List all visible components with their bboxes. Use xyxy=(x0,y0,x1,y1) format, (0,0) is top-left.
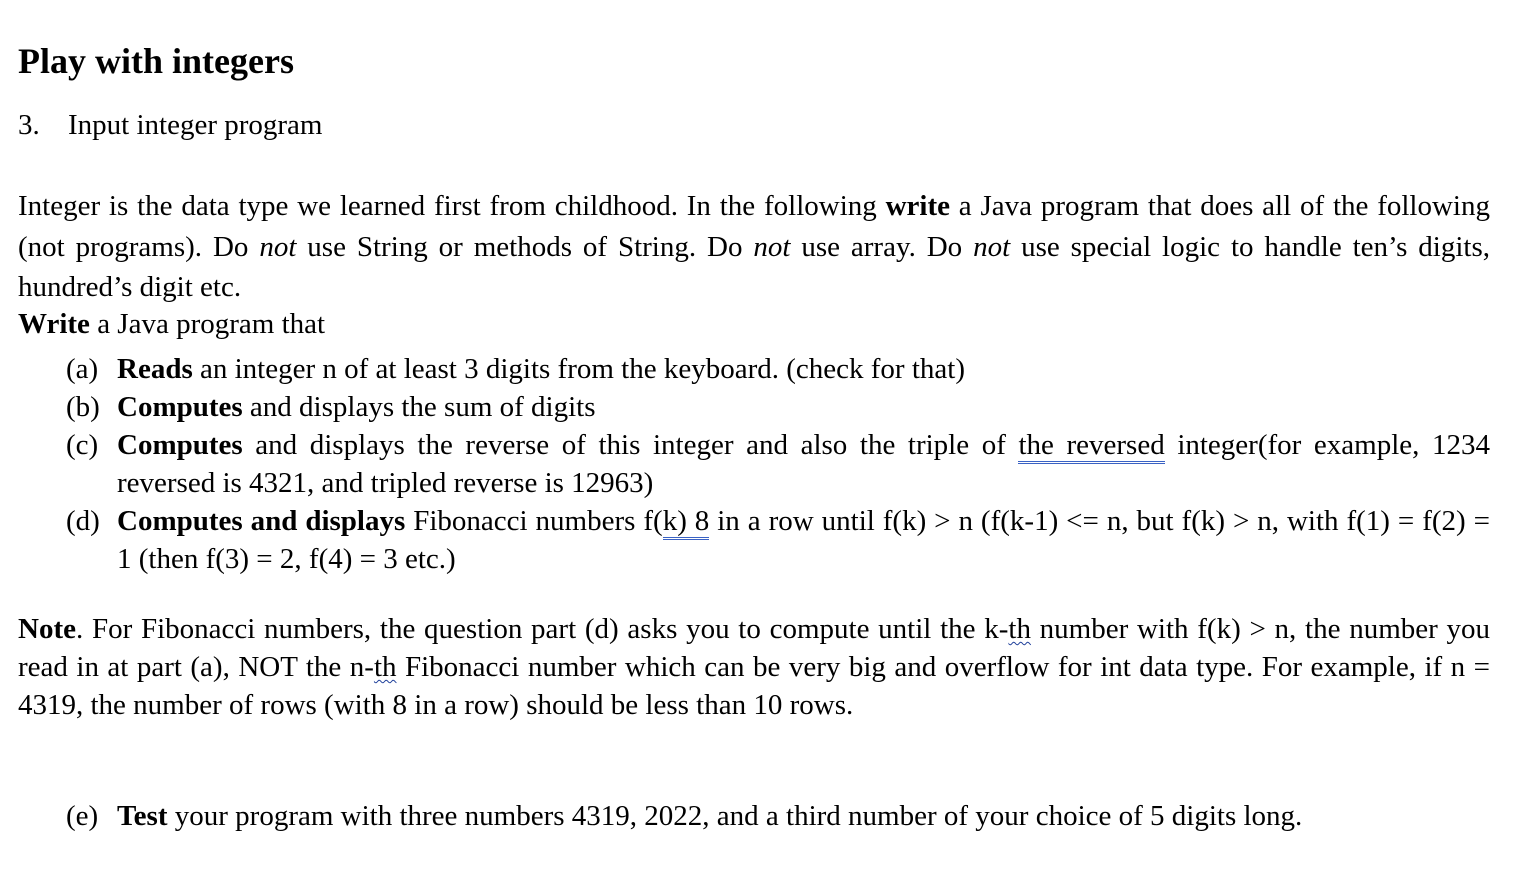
intro-text-1: Integer is the data type we learned first from childhood. In the following xyxy=(18,190,886,222)
intro-text-4: use array. Do xyxy=(790,230,974,263)
note-paragraph xyxy=(18,610,1490,724)
write-line-bold: Write xyxy=(18,308,90,340)
task-c-text-2: integer(for example, 1234 reversed is 4321, and tripled reverse is 12963) xyxy=(117,429,1490,499)
note-text-2: number with f(k) > n, the number you read in at part (a), NOT the n- xyxy=(18,613,1490,683)
task-d-text-1: Fibonacci numbers f( xyxy=(405,505,663,537)
task-item-b xyxy=(66,388,1490,426)
intro-bold-write: write xyxy=(885,190,950,222)
intro-italic-not-2: not xyxy=(753,230,791,263)
write-line xyxy=(18,308,325,341)
intro-text-5: use special logic to handle ten’s digits, hundred’s digit etc. xyxy=(18,230,1490,303)
task-list xyxy=(66,350,1490,578)
task-c-underlined: the reversed xyxy=(1018,429,1164,464)
task-item-a xyxy=(66,350,1490,388)
intro-italic-not-1: not xyxy=(259,230,297,263)
note-bold: Note xyxy=(18,613,76,645)
intro-italic-not-3: not xyxy=(973,230,1011,263)
note-squiggle-2: th xyxy=(373,651,397,683)
task-item-d xyxy=(66,502,1490,578)
task-b-text: and displays the sum of digits xyxy=(242,391,596,423)
task-item-c xyxy=(66,426,1490,502)
task-label-d: (d) xyxy=(66,505,100,537)
task-d-text-2: in a row until f(k) > n (f(k-1) <= n, but f(k) > n, with f(1) = f(2) = 1 (then f(3) = 2, f(4) = 3 etc.) xyxy=(117,505,1490,575)
write-line-rest: a Java program that xyxy=(89,308,326,340)
intro-text-2: a Java program that does all of the following (not programs). Do xyxy=(18,190,1490,263)
document-heading: Play with integers xyxy=(18,41,294,81)
intro-paragraph xyxy=(18,186,1490,308)
task-item-e xyxy=(66,800,1302,833)
task-e-text: your program with three numbers 4319, 2022, and a third number of your choice of 5 digits long. xyxy=(167,800,1303,832)
note-squiggle-1: th xyxy=(1008,613,1031,645)
task-c-text-1: and displays the reverse of this integer and also the triple of xyxy=(242,429,1019,461)
section-title xyxy=(18,109,322,142)
intro-text-3: use String or methods of String. Do xyxy=(296,230,754,263)
task-a-bold: Reads xyxy=(117,353,193,385)
section-title-text: Input integer program xyxy=(68,109,323,141)
task-c-bold: Computes xyxy=(117,429,243,461)
task-e-bold: Test xyxy=(117,800,168,832)
section-number: 3. xyxy=(18,109,40,141)
note-text-1: . For Fibonacci numbers, the question part (d) asks you to compute until the k- xyxy=(75,613,1009,645)
task-b-bold: Computes xyxy=(117,391,243,423)
task-a-text: an integer n of at least 3 digits from the keyboard. (check for that) xyxy=(192,353,965,385)
task-label-b: (b) xyxy=(66,391,100,423)
task-label-e: (e) xyxy=(66,800,99,832)
note-text-3: Fibonacci number which can be very big and overflow for int data type. For example, if n = 4319, the number of rows (with 8 in a row) should be less than 10 rows. xyxy=(18,651,1490,721)
task-label-c: (c) xyxy=(66,429,99,461)
task-d-bold: Computes and displays xyxy=(117,505,406,537)
task-label-a: (a) xyxy=(66,353,99,385)
task-d-underlined: k) 8 xyxy=(663,505,710,540)
